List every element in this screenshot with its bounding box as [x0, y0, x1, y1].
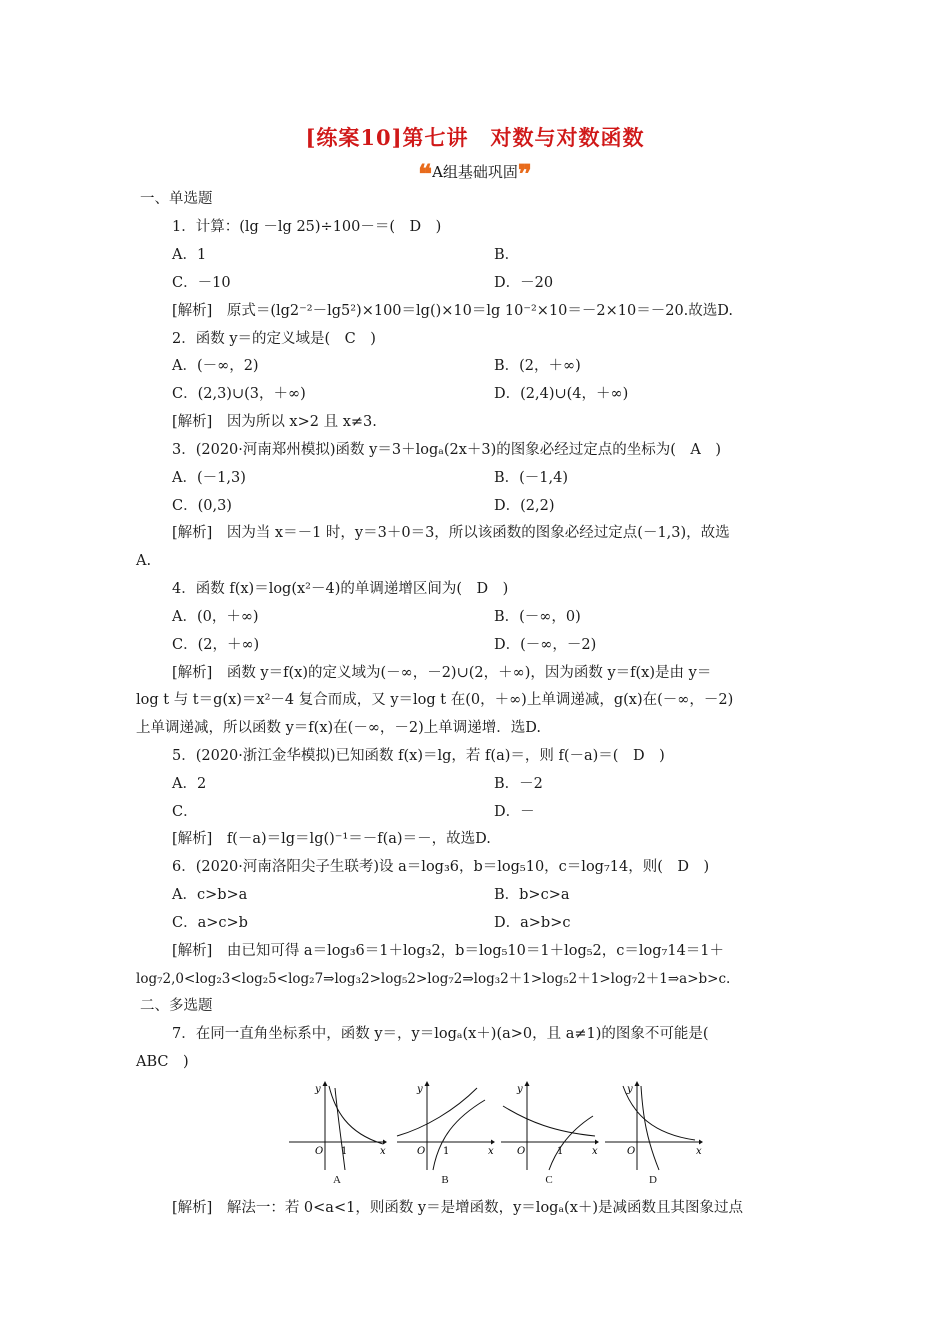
option-c: C．a>c>b: [172, 915, 248, 931]
figure-label: B: [441, 1174, 449, 1186]
y-axis-arrow: [323, 1081, 328, 1086]
analysis-text: 上单调递减，所以函数 y＝f(x)在(－∞，－2)上单调递增．选D.: [136, 720, 541, 736]
x-axis-arrow: [595, 1140, 599, 1145]
graph-b-svg: [395, 1078, 495, 1174]
option-a: A．(0，＋∞): [172, 609, 259, 625]
exp-curve: [503, 1106, 595, 1136]
option-a: A．(－∞，2): [172, 358, 259, 374]
open-quote-icon: ❝: [418, 160, 433, 190]
option-b: B．(－∞，0): [494, 609, 581, 625]
section-heading: 一、单选题: [140, 191, 213, 207]
tick-label: 1: [557, 1146, 564, 1157]
analysis-text: [解析] 因为所以 x>2 且 x≠3.: [172, 414, 377, 430]
option-c: C．－10: [172, 275, 231, 291]
question-stem: 1．计算：(lg －lg 25)÷100－＝( D ): [172, 219, 442, 235]
x-axis-arrow: [383, 1140, 387, 1145]
option-d: D．(－∞，－2): [494, 637, 597, 653]
question-stem: 5．(2020·浙江金华模拟)已知函数 f(x)＝lg，若 f(a)＝，则 f(－a)＝( D ): [172, 748, 665, 764]
origin-label: O: [627, 1146, 636, 1157]
page-title: [练案10]第七讲 对数与对数函数: [305, 125, 645, 150]
option-c: C．(2,3)∪(3，＋∞): [172, 386, 306, 402]
tick-label: 1: [341, 1146, 348, 1157]
exp-curve: [397, 1088, 477, 1136]
origin-label: O: [517, 1146, 526, 1157]
option-row: [0, 245, 950, 265]
section-heading: 二、多选题: [140, 998, 213, 1014]
x-axis-arrow: [491, 1140, 495, 1145]
analysis-text: [解析] 函数 y＝f(x)的定义域为(－∞，－2)∪(2，＋∞)，因为函数 y＝f(x)是由 y＝: [172, 665, 712, 681]
figure-label: C: [545, 1174, 553, 1186]
x-label: x: [592, 1146, 598, 1157]
option-row: [0, 496, 950, 516]
option-a: A．(－1,3): [172, 470, 246, 486]
analysis-text: [解析] 因为当 x＝－1 时，y＝3＋0＝3，所以该函数的图象必经过定点(－1,3)，故选: [172, 525, 730, 541]
x-label: x: [380, 1146, 386, 1157]
option-a: A．c>b>a: [172, 887, 248, 903]
log-curve: [335, 1088, 348, 1170]
analysis-text: [解析] 由已知可得 a＝log₃6＝1＋log₃2，b＝log₅10＝1＋log₅2，c＝log₇14＝1＋: [172, 943, 725, 959]
question-stem: 3．(2020·河南郑州模拟)函数 y＝3＋logₐ(2x＋3)的图象必经过定点的坐标为( A ): [172, 442, 722, 458]
option-row: [0, 635, 950, 655]
figure-label: A: [333, 1174, 341, 1186]
tick-label: 1: [443, 1146, 450, 1157]
option-c: C．(0,3): [172, 498, 232, 514]
option-b: B．(－1,4): [494, 470, 569, 486]
question-stem: 6．(2020·河南洛阳尖子生联考)设 a＝log₃6，b＝log₅10，c＝log₇14，则( D ): [172, 859, 710, 875]
question-stem: ABC ): [136, 1054, 189, 1070]
option-b: B．b>c>a: [494, 887, 570, 903]
analysis-text: A.: [136, 553, 152, 569]
analysis-text: [解析] 解法一：若 0<a<1，则函数 y＝是增函数，y＝logₐ(x＋)是减函数且其图象过点: [172, 1200, 744, 1216]
option-row: [0, 468, 950, 488]
option-d: D．a>b>c: [494, 915, 571, 931]
exp-curve: [329, 1086, 383, 1144]
analysis-text: [解析] 原式＝(lg2⁻²－lg5²)×100＝lg()×10＝lg 10⁻²×10＝－2×10＝－20.故选D.: [172, 303, 734, 319]
graph-figure-b: [395, 1078, 495, 1190]
x-label: x: [696, 1146, 702, 1157]
graph-figure-c: [499, 1078, 599, 1190]
option-b: B．(2，＋∞): [494, 358, 581, 374]
analysis-text: log₇2,0<log₂3<log₂5<log₂7⇒log₃2>log₅2>log₇2⇒log₃2＋1>log₅2＋1>log₇2＋1⇒a>b>c.: [136, 971, 731, 987]
y-label: y: [315, 1084, 321, 1095]
figure-label: D: [649, 1174, 657, 1186]
option-a: A．2: [172, 776, 207, 792]
graph-options: [287, 1078, 707, 1190]
option-row: [0, 885, 950, 905]
y-axis-arrow: [425, 1081, 430, 1086]
close-quote-icon: ❞: [517, 160, 532, 190]
question-stem: 4．函数 f(x)＝log(x²－4)的单调递增区间为( D ): [172, 581, 509, 597]
graph-a-svg: [287, 1078, 387, 1174]
graph-figure-a: [287, 1078, 387, 1190]
group-banner: [0, 160, 950, 190]
exp-curve: [623, 1086, 695, 1140]
option-row: [0, 913, 950, 933]
y-label: y: [517, 1084, 523, 1095]
option-row: [0, 356, 950, 376]
origin-label: O: [315, 1146, 324, 1157]
analysis-text: [解析] f(－a)＝lg＝lg()⁻¹＝－f(a)＝－，故选D.: [172, 831, 491, 847]
log-curve: [433, 1100, 485, 1170]
graph-d-svg: [603, 1078, 703, 1174]
question-stem: 2．函数 y＝的定义域是( C ): [172, 331, 376, 347]
option-d: D．(2,4)∪(4，＋∞): [494, 386, 629, 402]
y-label: y: [627, 1084, 633, 1095]
x-axis-arrow: [699, 1140, 703, 1145]
option-row: [0, 607, 950, 627]
option-b: B．: [494, 247, 520, 263]
option-b: B．－2: [494, 776, 543, 792]
option-c: C．: [172, 804, 198, 820]
y-label: y: [417, 1084, 423, 1095]
option-a: A．1: [172, 247, 207, 263]
graph-c-svg: [499, 1078, 599, 1174]
option-d: D．－20: [494, 275, 554, 291]
group-label: A组基础巩固: [432, 163, 518, 181]
graph-figure-d: [603, 1078, 703, 1190]
option-row: [0, 273, 950, 293]
option-row: [0, 384, 950, 404]
origin-label: O: [417, 1146, 426, 1157]
y-axis-arrow: [525, 1081, 530, 1086]
option-d: D．－: [494, 804, 535, 820]
option-d: D．(2,2): [494, 498, 555, 514]
log-curve: [549, 1116, 593, 1170]
y-axis-arrow: [635, 1081, 640, 1086]
question-stem: 7．在同一直角坐标系中，函数 y＝，y＝logₐ(x＋)(a>0，且 a≠1)的图象不可能是(: [172, 1026, 709, 1042]
option-row: [0, 802, 950, 822]
option-row: [0, 774, 950, 794]
analysis-text: log t 与 t＝g(x)＝x²－4 复合而成，又 y＝log t 在(0，＋∞)上单调递减，g(x)在(－∞，－2): [136, 692, 734, 708]
option-c: C．(2，＋∞): [172, 637, 260, 653]
x-label: x: [488, 1146, 494, 1157]
